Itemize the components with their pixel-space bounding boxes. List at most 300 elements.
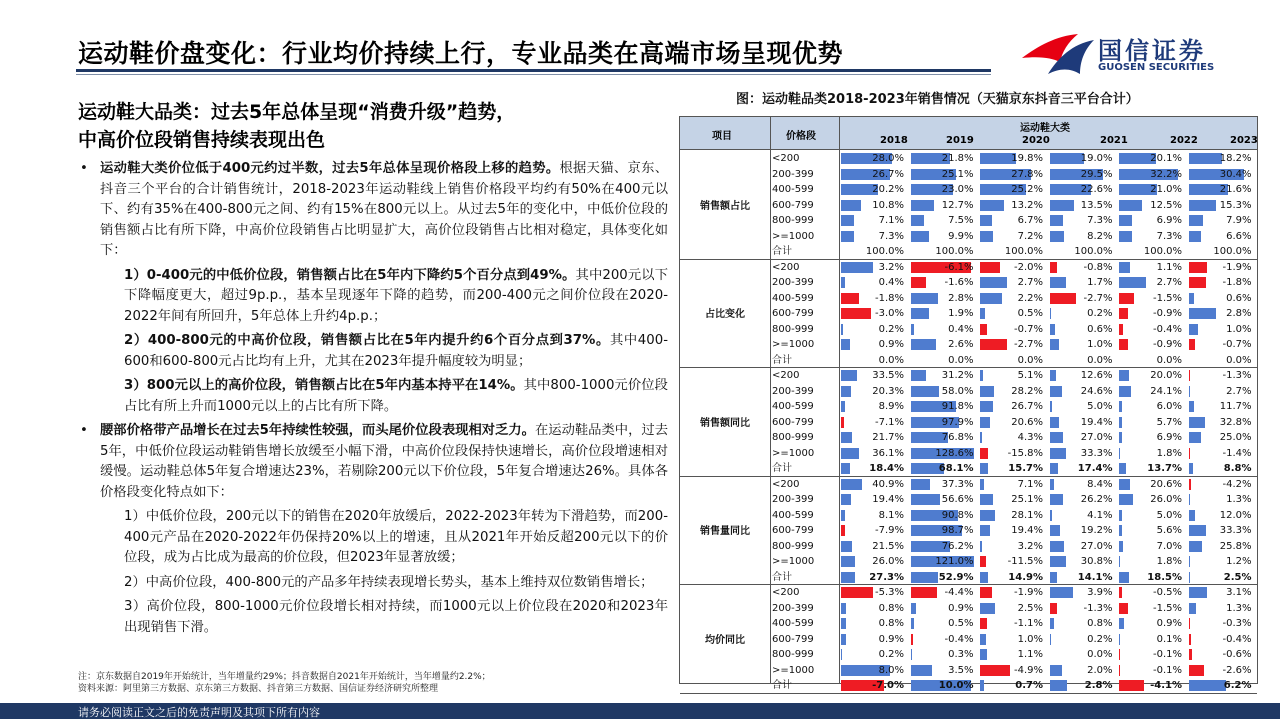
cell-value: -1.5%	[1152, 292, 1182, 304]
cell-2019	[910, 198, 976, 214]
row-label: 合计	[772, 354, 792, 366]
table-row	[771, 446, 1257, 462]
data-bar	[1189, 479, 1191, 490]
table-group	[680, 259, 1257, 369]
cell-value: 0.0%	[948, 354, 974, 366]
data-bar	[911, 324, 915, 335]
data-bar	[980, 587, 992, 598]
row-label: 200-399	[772, 602, 814, 614]
cell-value: -0.1%	[1152, 664, 1182, 676]
cell-value: 18.5%	[1147, 571, 1182, 583]
data-bar	[1050, 494, 1064, 505]
cell-2021	[1049, 446, 1115, 462]
cell-value: 1.7%	[1087, 277, 1113, 288]
cell-2023	[1188, 151, 1254, 167]
table-row	[771, 244, 1257, 260]
cell-2018	[840, 554, 906, 570]
cell-2019	[910, 539, 976, 555]
data-bar	[1050, 556, 1066, 567]
cell-value: 22.6%	[1080, 184, 1113, 195]
table-row	[771, 182, 1257, 198]
cell-value: -6.1%	[944, 261, 974, 273]
cell-2018	[840, 399, 906, 415]
data-bar	[1050, 525, 1060, 536]
data-bar	[1189, 401, 1195, 412]
data-bar	[1050, 572, 1057, 583]
cell-2019	[910, 446, 976, 462]
data-bar	[911, 386, 940, 397]
cell-2018	[840, 353, 906, 369]
cell-2018	[840, 151, 906, 167]
cell-value: 0.8%	[1087, 618, 1113, 629]
row-label: 600-799	[772, 308, 814, 319]
cell-value: 20.2%	[872, 184, 904, 195]
cell-2022	[1118, 260, 1184, 276]
data-bar	[911, 215, 925, 226]
cell-2023	[1188, 399, 1254, 415]
cell-2023	[1188, 663, 1254, 679]
cell-2021	[1049, 291, 1115, 307]
table-row	[771, 477, 1257, 493]
section-subhead-line2: 中高价位段销售持续表现出色	[78, 129, 326, 151]
cell-2023	[1188, 570, 1254, 586]
tier-point-3: 3）高价位段，800-1000元价位段增长相对持续，而1000元以上价位段在2020和2023年出现销售下滑。	[124, 599, 668, 635]
cell-2022	[1118, 213, 1184, 229]
cell-value: 18.2%	[1219, 153, 1252, 164]
cell-2023	[1188, 213, 1254, 229]
cell-value: 2.5%	[1223, 571, 1252, 583]
data-bar	[1119, 417, 1122, 428]
cell-value: 5.0%	[1156, 509, 1182, 521]
cell-value: 1.9%	[948, 308, 974, 319]
header-year-2022: 2022	[1170, 135, 1198, 146]
cell-value: -2.7%	[1083, 292, 1113, 304]
cell-value: 4.1%	[1087, 509, 1113, 521]
cell-value: 58.0%	[941, 385, 974, 397]
cell-2019	[910, 182, 976, 198]
cell-value: 27.3%	[869, 571, 904, 583]
data-bar	[980, 215, 992, 226]
cell-2020	[979, 430, 1045, 446]
cell-2018	[840, 167, 906, 183]
cell-2022	[1118, 167, 1184, 183]
cell-2019	[910, 570, 976, 586]
cell-2018	[840, 415, 906, 431]
cell-value: -0.9%	[1152, 339, 1182, 350]
cell-value: -1.3%	[1083, 602, 1113, 614]
header-price: 价格段	[786, 131, 816, 142]
data-bar	[980, 370, 983, 381]
cell-2019	[910, 554, 976, 570]
data-bar	[841, 541, 852, 552]
data-bar	[1050, 277, 1067, 288]
data-bar	[1050, 401, 1052, 412]
data-bar	[1119, 587, 1122, 598]
table-group	[680, 367, 1257, 477]
data-bar	[1119, 618, 1124, 629]
cell-2022	[1118, 384, 1184, 400]
cell-value: 21.0%	[1150, 184, 1182, 195]
cell-2020	[979, 306, 1045, 322]
cell-value: 8.1%	[878, 509, 904, 521]
cell-value: 12.7%	[941, 199, 974, 211]
row-label: 400-599	[772, 401, 814, 412]
table-row	[771, 198, 1257, 214]
cell-value: 100.0%	[1143, 246, 1182, 257]
table-row	[771, 539, 1257, 555]
cell-2019	[910, 384, 976, 400]
group-name: 销售额同比	[700, 417, 750, 429]
cell-2021	[1049, 492, 1115, 508]
data-bar	[1050, 262, 1058, 273]
data-bar	[1189, 510, 1195, 521]
cell-value: 0.2%	[1087, 633, 1113, 645]
data-bar	[980, 339, 1007, 350]
data-bar	[1119, 665, 1120, 676]
group-name: 销售额占比	[700, 200, 750, 212]
data-bar	[911, 479, 931, 490]
cell-2021	[1049, 322, 1115, 338]
cell-2018	[840, 570, 906, 586]
cell-2022	[1118, 229, 1184, 245]
cell-value: 5.0%	[1087, 401, 1113, 412]
data-bar	[1189, 665, 1205, 676]
data-bar	[980, 603, 995, 614]
cell-value: 1.0%	[1087, 339, 1113, 350]
cell-value: -1.8%	[1222, 277, 1252, 288]
cell-value: 5.1%	[1017, 370, 1043, 381]
row-label: >=1000	[772, 339, 815, 350]
cell-2021	[1049, 539, 1115, 555]
table-row	[771, 291, 1257, 307]
data-bar	[841, 417, 844, 428]
cell-2023	[1188, 244, 1254, 260]
cell-2018	[840, 291, 906, 307]
row-label: 合计	[772, 571, 792, 583]
cell-2019	[910, 322, 976, 338]
header-year-2021: 2021	[1100, 135, 1128, 146]
cell-value: 33.3%	[1080, 447, 1113, 459]
row-label: <200	[772, 478, 800, 490]
data-bar	[1189, 417, 1205, 428]
cell-value: 7.5%	[948, 215, 974, 226]
cell-2020	[979, 167, 1045, 183]
row-label: 200-399	[772, 385, 814, 397]
row-label: 800-999	[772, 432, 814, 443]
cell-2021	[1049, 632, 1115, 648]
data-bar	[1189, 386, 1190, 397]
sub-point-3-text: 其中800-1000元价位段占比有所上升而1000元以上的占比有所下降。	[124, 378, 668, 414]
data-bar	[1050, 463, 1059, 474]
cell-value: 76.2%	[941, 540, 974, 552]
title-underline	[76, 69, 991, 72]
row-label: 800-999	[772, 323, 814, 335]
cell-2023	[1188, 616, 1254, 632]
group-name: 占比变化	[705, 309, 745, 321]
cell-2020	[979, 523, 1045, 539]
cell-value: 0.5%	[1017, 308, 1043, 319]
row-label: <200	[772, 587, 800, 598]
data-bar	[1189, 293, 1195, 304]
cell-2020	[979, 291, 1045, 307]
table-row	[771, 585, 1257, 601]
cell-2018	[840, 492, 906, 508]
cell-value: 0.0%	[1087, 649, 1113, 660]
data-bar	[841, 448, 859, 459]
cell-2020	[979, 229, 1045, 245]
cell-2019	[910, 151, 976, 167]
cell-value: 7.3%	[878, 230, 904, 242]
cell-value: 7.1%	[1017, 478, 1043, 490]
figure-title: 图：运动鞋品类2018-2023年销售情况（天猫京东抖音三平台合计）	[736, 92, 1139, 107]
cell-value: 20.6%	[1011, 416, 1043, 428]
data-bar	[1050, 293, 1077, 304]
table-row	[771, 306, 1257, 322]
data-bar	[980, 293, 1002, 304]
data-bar	[841, 634, 846, 645]
cell-value: 9.9%	[948, 230, 974, 242]
note-line-1: 注：京东数据自2019年开始统计，当年增量约29%；抖音数据自2021年开始统计，当年增量约2.2%；	[78, 672, 491, 682]
cell-2023	[1188, 508, 1254, 524]
cell-2023	[1188, 477, 1254, 493]
data-bar	[1050, 541, 1064, 552]
table-row	[771, 151, 1257, 167]
data-bar	[980, 386, 994, 397]
cell-value: 0.0%	[1226, 354, 1252, 366]
data-bar	[841, 324, 843, 335]
cell-2021	[1049, 508, 1115, 524]
cell-2020	[979, 461, 1045, 477]
cell-2021	[1049, 554, 1115, 570]
data-bar	[911, 587, 938, 598]
cell-value: 0.0%	[1017, 354, 1043, 366]
sub-point-1	[78, 266, 668, 328]
data-bar	[980, 494, 993, 505]
cell-value: 7.2%	[1017, 230, 1043, 242]
row-label: >=1000	[772, 664, 815, 676]
data-bar	[980, 262, 1000, 273]
table-row	[771, 554, 1257, 570]
cell-value: 5.6%	[1156, 525, 1182, 536]
cell-2021	[1049, 337, 1115, 353]
row-label: >=1000	[772, 447, 815, 459]
cell-value: 0.4%	[878, 277, 904, 288]
header-year-2020: 2020	[1022, 135, 1050, 146]
row-label: 合计	[772, 246, 792, 257]
cell-2019	[910, 430, 976, 446]
cell-2021	[1049, 244, 1115, 260]
cell-value: 100.0%	[865, 246, 904, 257]
cell-value: 0.2%	[878, 323, 904, 335]
cell-2022	[1118, 322, 1184, 338]
cell-value: 21.6%	[1219, 184, 1252, 195]
cell-2018	[840, 601, 906, 617]
group-name: 均价同比	[705, 634, 745, 646]
cell-value: 6.7%	[1017, 215, 1043, 226]
cell-2023	[1188, 430, 1254, 446]
cell-2020	[979, 322, 1045, 338]
data-bar	[841, 293, 859, 304]
data-bar	[980, 634, 986, 645]
data-bar	[980, 479, 984, 490]
data-bar	[911, 231, 929, 242]
cell-value: 8.8%	[1223, 463, 1252, 474]
data-bar	[841, 556, 855, 567]
cell-2022	[1118, 570, 1184, 586]
cell-value: 27.0%	[1080, 540, 1113, 552]
cell-value: -3.0%	[874, 308, 904, 319]
cell-2020	[979, 554, 1045, 570]
cell-2021	[1049, 229, 1115, 245]
cell-value: 31.2%	[941, 370, 974, 381]
cell-value: -15.8%	[1007, 447, 1043, 459]
data-bar	[841, 510, 845, 521]
cell-value: 1.3%	[1226, 602, 1252, 614]
cell-value: 128.6%	[935, 447, 974, 459]
cell-value: 13.7%	[1147, 463, 1182, 474]
data-bar	[1050, 324, 1056, 335]
row-label: 600-799	[772, 525, 814, 536]
cell-2023	[1188, 415, 1254, 431]
cell-2021	[1049, 647, 1115, 663]
cell-value: 90.8%	[941, 509, 974, 521]
cell-2021	[1049, 368, 1115, 384]
data-bar	[911, 370, 926, 381]
data-bar	[980, 200, 1004, 211]
group-name: 销售量同比	[700, 526, 750, 538]
cell-value: -0.7%	[1013, 323, 1043, 335]
cell-2021	[1049, 663, 1115, 679]
cell-value: -1.4%	[1222, 447, 1252, 459]
sub-point-3	[78, 376, 668, 417]
cell-value: 27.8%	[1011, 168, 1043, 180]
data-bar	[1119, 401, 1122, 412]
cell-value: 3.5%	[948, 664, 974, 676]
data-bar	[1050, 510, 1052, 521]
bullet-2-lead: 腰部价格带产品增长在过去5年持续性较强，而头尾价位段表现相对乏力。	[100, 423, 535, 438]
cell-2021	[1049, 570, 1115, 586]
table-row	[771, 508, 1257, 524]
cell-value: 24.1%	[1150, 385, 1182, 397]
cell-value: 7.1%	[878, 215, 904, 226]
data-bar	[841, 370, 857, 381]
cell-value: 0.2%	[1087, 308, 1113, 319]
cell-value: 1.8%	[1156, 556, 1182, 567]
cell-2022	[1118, 539, 1184, 555]
table-row	[771, 632, 1257, 648]
data-bar	[911, 339, 937, 350]
cell-value: -0.4%	[1222, 633, 1252, 645]
data-bar	[1050, 308, 1052, 319]
cell-value: 28.1%	[1011, 509, 1043, 521]
data-bar	[1119, 680, 1144, 691]
cell-2019	[910, 275, 976, 291]
row-label: 400-599	[772, 509, 814, 521]
cell-2021	[1049, 275, 1115, 291]
cell-2018	[840, 260, 906, 276]
data-bar	[1050, 432, 1063, 443]
data-bar	[841, 401, 845, 412]
table-row	[771, 523, 1257, 539]
cell-value: -4.9%	[1013, 664, 1043, 676]
data-bar	[1119, 370, 1129, 381]
cell-value: -1.6%	[944, 277, 974, 288]
data-bar	[1189, 634, 1191, 645]
cell-value: 0.0%	[878, 354, 904, 366]
cell-2022	[1118, 415, 1184, 431]
cell-value: 8.9%	[878, 401, 904, 412]
row-label: >=1000	[772, 556, 815, 567]
cell-2022	[1118, 151, 1184, 167]
cell-2019	[910, 291, 976, 307]
cell-2018	[840, 384, 906, 400]
data-bar	[980, 417, 990, 428]
data-bar	[1189, 200, 1217, 211]
data-bar	[1119, 603, 1128, 614]
data-bar	[841, 277, 845, 288]
data-bar	[841, 572, 855, 583]
cell-value: 1.8%	[1156, 447, 1182, 459]
cell-2023	[1188, 337, 1254, 353]
cell-2020	[979, 647, 1045, 663]
cell-2022	[1118, 182, 1184, 198]
cell-value: 36.1%	[872, 447, 904, 459]
logo-text: 国信证券	[1098, 37, 1206, 65]
cell-value: -1.1%	[1013, 618, 1043, 629]
cell-2018	[840, 306, 906, 322]
data-bar	[1189, 308, 1217, 319]
data-bar	[1050, 587, 1074, 598]
data-bar	[1050, 618, 1055, 629]
data-bar	[1050, 386, 1062, 397]
data-bar	[1119, 634, 1120, 645]
cell-value: 14.1%	[1077, 571, 1113, 583]
data-bar	[1189, 649, 1193, 660]
cell-2020	[979, 539, 1045, 555]
cell-value: 8.0%	[878, 664, 904, 676]
data-bar	[911, 603, 916, 614]
cell-value: 30.8%	[1080, 556, 1113, 567]
cell-2020	[979, 244, 1045, 260]
cell-2022	[1118, 663, 1184, 679]
cell-value: 7.0%	[1156, 540, 1182, 552]
cell-value: 25.0%	[1219, 432, 1252, 443]
cell-value: 7.3%	[1156, 230, 1182, 242]
cell-2023	[1188, 384, 1254, 400]
sales-table	[679, 116, 1258, 691]
cell-2020	[979, 399, 1045, 415]
cell-value: 0.9%	[1156, 618, 1182, 629]
cell-2023	[1188, 291, 1254, 307]
data-bar	[980, 231, 993, 242]
cell-2023	[1188, 461, 1254, 477]
cell-value: 18.4%	[869, 463, 904, 474]
cell-2022	[1118, 430, 1184, 446]
cell-value: 20.6%	[1150, 478, 1182, 490]
cell-2021	[1049, 616, 1115, 632]
data-bar	[980, 618, 987, 629]
cell-value: 0.7%	[1015, 680, 1043, 691]
cell-value: 2.8%	[1084, 680, 1113, 691]
row-label: 400-599	[772, 292, 814, 304]
cell-2020	[979, 337, 1045, 353]
data-bar	[1119, 200, 1142, 211]
cell-2022	[1118, 647, 1184, 663]
data-bar	[1119, 448, 1120, 459]
row-label: >=1000	[772, 230, 815, 242]
table-row	[771, 678, 1257, 694]
cell-2021	[1049, 306, 1115, 322]
